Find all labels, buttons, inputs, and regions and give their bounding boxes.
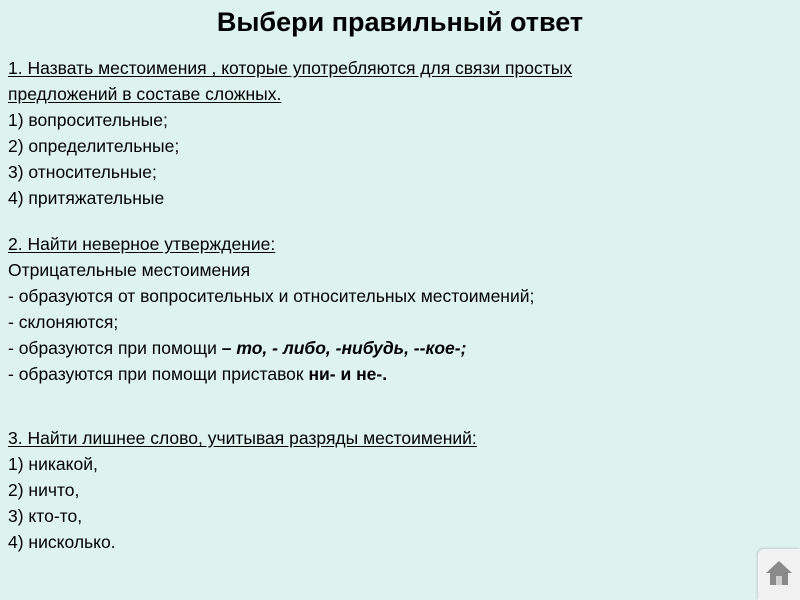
q2-statement-2: - склоняются; xyxy=(8,312,119,332)
q2-statement-4 xyxy=(8,362,387,386)
q1-option-2: 2) определительные; xyxy=(8,136,180,156)
q2-statement-4-emphasis: ни- и не-. xyxy=(308,364,388,384)
page-title: Выбери правильный ответ xyxy=(216,7,584,37)
q1-option-3: 3) относительные; xyxy=(8,162,157,182)
home-icon xyxy=(765,559,793,587)
q3-option-1: 1) никакой, xyxy=(8,454,98,474)
q2-statement-4-text: - образуются при помощи приставок xyxy=(8,364,309,384)
q3-heading: 3. Найти лишнее слово, учитывая разряды местоимений: xyxy=(8,428,477,448)
q2-statement-1: - образуются от вопросительных и относительных местоимений; xyxy=(8,286,535,306)
q1-option-4: 4) притяжательные xyxy=(8,188,165,208)
q3-option-3: 3) кто-то, xyxy=(8,506,83,526)
q2-statement-3-text: - образуются при помощи xyxy=(8,338,222,358)
q2-statement-3-emphasis: – то, - либо, -нибудь, --кое-; xyxy=(221,338,467,358)
q2-heading: 2. Найти неверное утверждение: xyxy=(8,234,276,254)
q2-intro: Отрицательные местоимения xyxy=(8,260,251,280)
q1-option-1: 1) вопросительные; xyxy=(8,110,168,130)
q3-option-2: 2) ничто, xyxy=(8,480,80,500)
q3-option-4: 4) нисколько. xyxy=(8,532,116,552)
q2-statement-3 xyxy=(8,336,466,360)
q1-heading-line1: 1. Назвать местоимения , которые употребляются для связи простых xyxy=(8,58,573,78)
home-button[interactable] xyxy=(758,549,800,600)
q1-heading-line2: предложений в составе сложных. xyxy=(8,84,282,104)
